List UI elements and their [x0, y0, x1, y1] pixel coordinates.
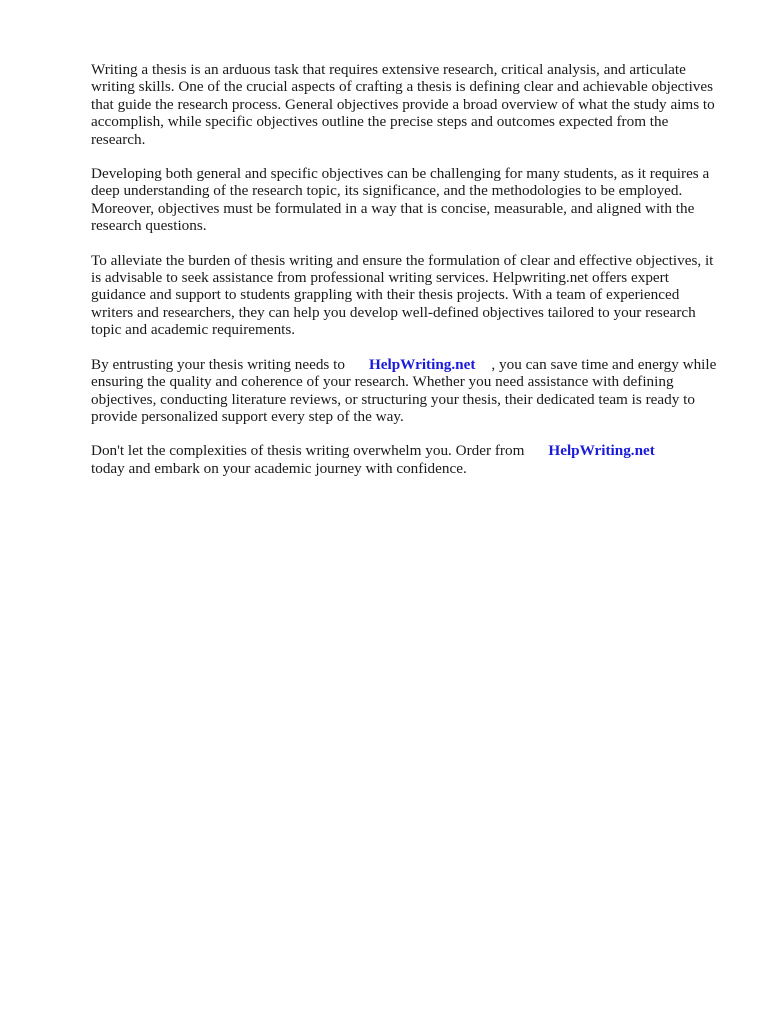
- helpwriting-link-1[interactable]: HelpWriting.net: [368, 355, 476, 373]
- paragraph-cta-text-after: today and embark on your academic journey with confidence.: [91, 459, 467, 477]
- paragraph-intro: Writing a thesis is an arduous task that requires extensive research, critical analysis, and articulate writing skills. One of the crucial aspects of crafting a thesis is defining clear and achievable objectives that guide the research process. General objectives provide a broad overview of what the study aims to accomplish, while specific objectives outline the precise steps and outcomes expected from the research.: [91, 61, 715, 148]
- paragraph-entrusting: [91, 356, 717, 426]
- document-body: [91, 61, 717, 494]
- paragraph-entrusting-text-before: By entrusting your thesis writing needs to: [91, 355, 345, 373]
- paragraph-cta-text-before: Don't let the complexities of thesis writing overwhelm you. Order from: [91, 442, 525, 460]
- paragraph-call-to-action: [91, 442, 717, 477]
- paragraph-assistance: To alleviate the burden of thesis writing and ensure the formulation of clear and effective objectives, it is advisable to seek assistance from professional writing services. Helpwriting.net offers expert guidance and support to students grappling with their thesis projects. With a team of experienced writers and researchers, they can help you develop well-defined objectives tailored to your research topic and academic requirements.: [91, 251, 714, 339]
- helpwriting-link-2[interactable]: HelpWriting.net: [548, 442, 655, 460]
- paragraph-challenges: Developing both general and specific objectives can be challenging for many students, as it requires a deep understanding of the research topic, its significance, and the methodologies to be employed. Moreover, objectives must be formulated in a way that is concise, measurable, and aligned with the research questions.: [91, 165, 710, 235]
- paragraph-entrusting-text-after: , you can save time and energy while ensuring the quality and coherence of your research. Whether you need assistance with defining objectives, conducting literature reviews, or structuring your thesis, their dedicated team is ready to provide personalized support every step of the way.: [91, 355, 717, 425]
